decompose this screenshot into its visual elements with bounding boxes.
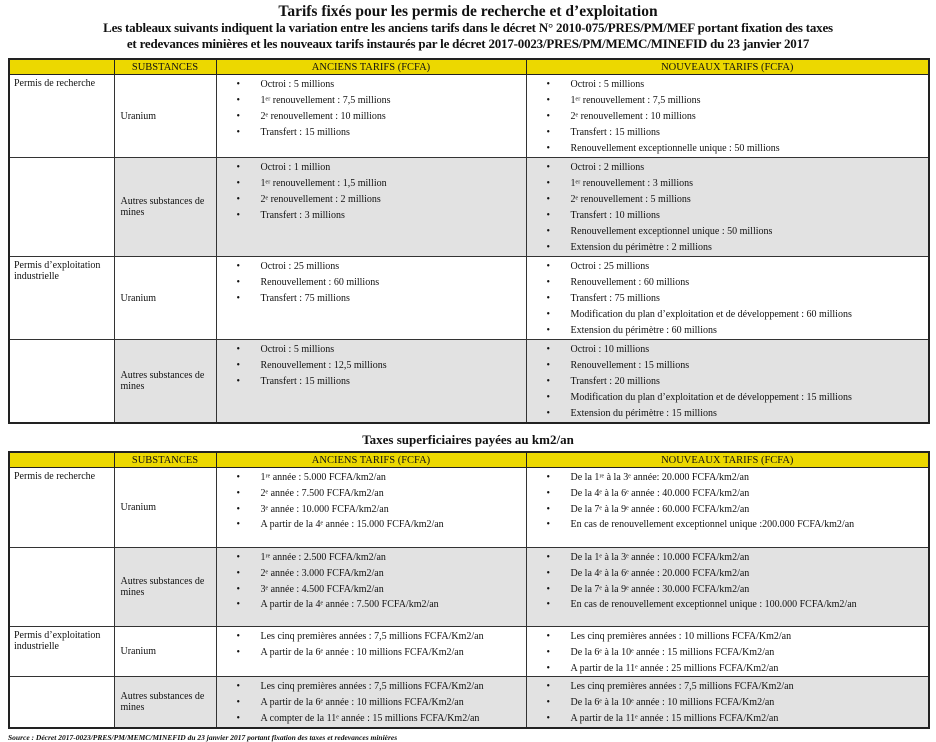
tariff-item: • Transfert : 75 millions (527, 291, 929, 307)
substance: Uranium (114, 75, 216, 158)
tariff-item: • Octroi : 1 million (217, 160, 526, 176)
old-tariffs (216, 340, 526, 424)
tariff-item: • En cas de renouvellement exceptionnel unique :200.000 FCFA/km2/an (527, 517, 929, 533)
substance: Autres substances de mines (114, 548, 216, 627)
tariff-item: • De la 7ᵉ à la 9ᵉ année : 60.000 FCFA/km2/an (527, 502, 929, 518)
table-row (9, 75, 929, 158)
old-tariffs (216, 677, 526, 728)
table-row (9, 340, 929, 424)
tariff-item: • Transfert : 15 millions (527, 125, 929, 141)
source-note: Source : Décret 2017-0023/PRES/PM/MEMC/MINEFID du 23 janvier 2017 portant fixation des taxes et redevances minières (8, 732, 398, 742)
tariff-item: • De la 6ᵉ à la 10ᵉ année : 15 millions FCFA/Km2/an (527, 645, 929, 661)
new-tariffs (526, 75, 929, 158)
tariff-item: • A partir de la 6ᵉ année : 10 millions FCFA/Km2/an (217, 645, 526, 661)
tariff-item: • Transfert : 10 millions (527, 208, 929, 224)
new-tariffs (526, 340, 929, 424)
tariff-item: • Octroi : 5 millions (527, 77, 929, 93)
tariff-item: • Octroi : 2 millions (527, 160, 929, 176)
new-tariffs (526, 257, 929, 340)
tariff-item: • 1ʳᵉ année : 5.000 FCFA/km2/an (217, 470, 526, 486)
column-header: ANCIENS TARIFS (FCFA) (216, 59, 526, 75)
tariff-item: • Octroi : 10 millions (527, 342, 929, 358)
subtitle-line-1: Les tableaux suivants indiquent la variation entre les anciens tarifs dans le décret N° 2010-075/PRES/PM/MEF portant fixation des taxes (103, 20, 833, 35)
tariff-item: • Transfert : 20 millions (527, 374, 929, 390)
permit-type: Permis de recherche (9, 468, 114, 548)
tariff-item: • De la 4ᵉ à la 6ᵉ année : 40.000 FCFA/km2/an (527, 486, 929, 502)
tariff-item: • A partir de la 11ᵉ année : 25 millions FCFA/Km2/an (527, 661, 929, 677)
header-row (9, 452, 929, 468)
permit-type (9, 548, 114, 627)
tariff-item: • Renouvellement : 12,5 millions (217, 358, 526, 374)
old-tariffs (216, 75, 526, 158)
tariff-item: • Les cinq premières années : 7,5 millions FCFA/Km2/an (527, 679, 929, 695)
substance: Autres substances de mines (114, 158, 216, 257)
surface-tax-table (8, 451, 930, 729)
tariff-item: • Octroi : 25 millions (527, 259, 929, 275)
tariff-item: • A partir de la 4ᵉ année : 15.000 FCFA/km2/an (217, 517, 526, 533)
tariff-item: • Octroi : 5 millions (217, 77, 526, 93)
header-row (9, 59, 929, 75)
tariff-item: • A partir de la 11ᵉ année : 15 millions FCFA/Km2/an (527, 711, 929, 727)
table-row (9, 627, 929, 677)
table2-title: Taxes superficiaires payées au km2/an (362, 432, 574, 447)
old-tariffs (216, 548, 526, 627)
permit-type (9, 340, 114, 424)
column-header: SUBSTANCES (114, 59, 216, 75)
table-row (9, 257, 929, 340)
tariff-item: • Les cinq premières années : 10 millions FCFA/Km2/an (527, 629, 929, 645)
column-header: NOUVEAUX TARIFS (FCFA) (526, 59, 929, 75)
tariff-item: • 1ᵉʳ renouvellement : 7,5 millions (217, 93, 526, 109)
new-tariffs (526, 677, 929, 728)
old-tariffs (216, 468, 526, 548)
tariff-item: • Les cinq premières années : 7,5 millions FCFA/Km2/an (217, 679, 526, 695)
column-header (9, 59, 114, 75)
old-tariffs (216, 158, 526, 257)
tariff-item: • De la 6ᵉ à la 10ᵉ année : 10 millions FCFA/Km2/an (527, 695, 929, 711)
tariff-item: • Transfert : 75 millions (217, 291, 526, 307)
tariff-item: • Renouvellement : 60 millions (527, 275, 929, 291)
header (0, 4, 936, 52)
tariff-item: • De la 4ᵉ à la 6ᵉ année : 20.000 FCFA/km2/an (527, 566, 929, 582)
permit-type: Permis de recherche (9, 75, 114, 158)
table-row (9, 468, 929, 548)
tariff-item: • 3ᵉ année : 4.500 FCFA/km2/an (217, 582, 526, 598)
subtitle-line-2: et redevances minières et les nouveaux tarifs instaurés par le décret 2017-0023/PRES/PM/MEMC/MINEFID du 23 janvier 2017 (126, 36, 810, 51)
tariff-item: • Renouvellement : 15 millions (527, 358, 929, 374)
page-title: Tarifs fixés pour les permis de recherche et d’exploitation (278, 3, 658, 20)
column-header: SUBSTANCES (114, 452, 216, 468)
tariff-item: • Modification du plan d’exploitation et de développement : 60 millions (527, 307, 929, 323)
old-tariffs (216, 627, 526, 677)
tariff-item: • Transfert : 15 millions (217, 125, 526, 141)
new-tariffs (526, 468, 929, 548)
tariff-item: • 2ᵉ renouvellement : 2 millions (217, 192, 526, 208)
tariff-item: • Extension du périmètre : 60 millions (527, 323, 929, 339)
substance: Uranium (114, 627, 216, 677)
tariff-item: • Octroi : 25 millions (217, 259, 526, 275)
tariff-item: • 2ᵉ année : 3.000 FCFA/km2/an (217, 566, 526, 582)
tariff-item: • A partir de la 4ᵉ année : 7.500 FCFA/km2/an (217, 597, 526, 613)
table-row (9, 548, 929, 627)
tariff-item: • 2ᵉ année : 7.500 FCFA/km2/an (217, 486, 526, 502)
substance: Uranium (114, 468, 216, 548)
tariff-item: • 1ᵉʳ renouvellement : 3 millions (527, 176, 929, 192)
permit-type: Permis d’exploitation industrielle (9, 627, 114, 677)
tariff-item: • Renouvellement exceptionnelle unique : 50 millions (527, 141, 929, 157)
tariff-item: • 3ᵉ année : 10.000 FCFA/km2/an (217, 502, 526, 518)
table-row (9, 677, 929, 728)
tariff-item: • Les cinq premières années : 7,5 millions FCFA/Km2/an (217, 629, 526, 645)
tariff-item: • De la 1ᵉ à la 3ᵉ année : 10.000 FCFA/km2/an (527, 550, 929, 566)
tariff-item: • Extension du périmètre : 15 millions (527, 406, 929, 422)
old-tariffs (216, 257, 526, 340)
permit-type (9, 158, 114, 257)
tariff-item: • Octroi : 5 millions (217, 342, 526, 358)
new-tariffs (526, 548, 929, 627)
tariff-item: • Transfert : 15 millions (217, 374, 526, 390)
tariff-item: • De la 7ᵉ à la 9ᵉ année : 30.000 FCFA/km2/an (527, 582, 929, 598)
column-header: NOUVEAUX TARIFS (FCFA) (526, 452, 929, 468)
tariff-item: • Extension du périmètre : 2 millions (527, 240, 929, 256)
new-tariffs (526, 158, 929, 257)
tariff-item: • 1ᵉʳ renouvellement : 7,5 millions (527, 93, 929, 109)
tariff-item: • A partir de la 6ᵉ année : 10 millions FCFA/Km2/an (217, 695, 526, 711)
tariff-item: • 1ʳᵉ année : 2.500 FCFA/km2/an (217, 550, 526, 566)
permit-type: Permis d’exploitation industrielle (9, 257, 114, 340)
tariff-item: • Renouvellement : 60 millions (217, 275, 526, 291)
tariff-item: • 2ᵉ renouvellement : 5 millions (527, 192, 929, 208)
table-row (9, 158, 929, 257)
permit-fees-table (8, 58, 930, 424)
column-header (9, 452, 114, 468)
substance: Autres substances de mines (114, 340, 216, 424)
tariff-item: • En cas de renouvellement exceptionnel unique : 100.000 FCFA/km2/an (527, 597, 929, 613)
tariff-item: • Renouvellement exceptionnel unique : 50 millions (527, 224, 929, 240)
tariff-item: • 2ᵉ renouvellement : 10 millions (527, 109, 929, 125)
tariff-item: • A compter de la 11ᵉ année : 15 millions FCFA/Km2/an (217, 711, 526, 727)
tariff-item: • Transfert : 3 millions (217, 208, 526, 224)
tariff-item: • Modification du plan d’exploitation et de développement : 15 millions (527, 390, 929, 406)
substance: Autres substances de mines (114, 677, 216, 728)
column-header: ANCIENS TARIFS (FCFA) (216, 452, 526, 468)
substance: Uranium (114, 257, 216, 340)
tariff-item: • 1ᵉʳ renouvellement : 1,5 million (217, 176, 526, 192)
permit-type (9, 677, 114, 728)
new-tariffs (526, 627, 929, 677)
tariff-item: • De la 1ʳᵉ à la 3ᵉ année: 20.000 FCFA/km2/an (527, 470, 929, 486)
tariff-item: • 2ᵉ renouvellement : 10 millions (217, 109, 526, 125)
